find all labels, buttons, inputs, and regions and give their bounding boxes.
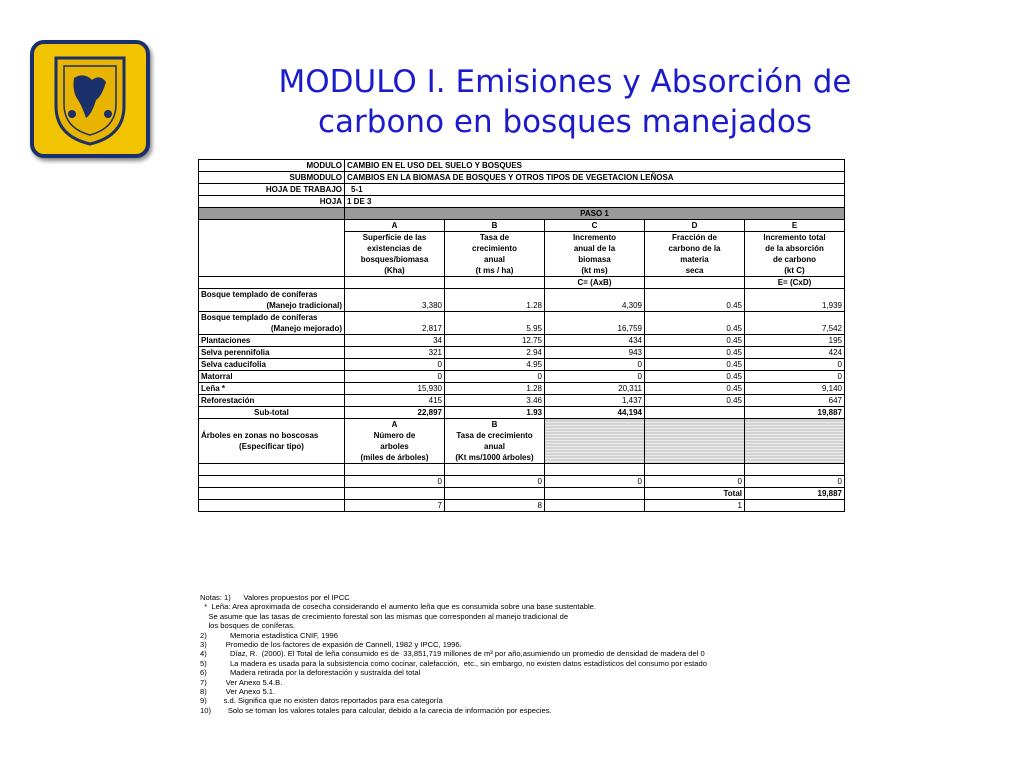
table-row [199, 300, 845, 312]
header-row-hoja-trabajo [199, 184, 845, 196]
row-label: Selva caducifolia [199, 359, 345, 371]
cell-a: 3,380 [345, 300, 445, 312]
hoja-value: 1 DE 3 [345, 196, 845, 208]
note-line: 8) Ver Anexo 5.1. [200, 687, 276, 697]
arboles-b-desc-2: anual [445, 441, 545, 452]
cell-d: 0.45 [645, 383, 745, 395]
cell-e: 0 [745, 359, 845, 371]
cell-d: 0.45 [645, 335, 745, 347]
subtotal-b: 1.93 [445, 407, 545, 419]
col-e-desc-1: Incremento total [745, 232, 845, 244]
header-row-hoja [199, 196, 845, 208]
col-c-desc-1: Incremento [545, 232, 645, 244]
col-b-desc-3: anual [445, 254, 545, 265]
col-a-desc-4: (Kha) [345, 265, 445, 277]
col-c-letter: C [545, 220, 645, 232]
cell-a: 321 [345, 347, 445, 359]
subtotal-c: 44,194 [545, 407, 645, 419]
cell-b: 2.94 [445, 347, 545, 359]
row-label: Reforestación [199, 395, 345, 407]
subtotal-label: Sub-total [199, 407, 345, 419]
note-line: 9) s.d. Significa que no existen datos reportados para esa categoría [200, 696, 443, 706]
cell-b: 0 [445, 371, 545, 383]
col-e-letter: E [745, 220, 845, 232]
note-line: 3) Promedio de los factores de expasión de Cannell, 1982 y IPCC, 1996. [200, 640, 462, 650]
title-line-2: carbono en bosques manejados [318, 104, 812, 140]
note-line: 5) La madera es usada para la subsistencia como cocinar, calefacción, etc., sin embargo, no existen datos estadísticos del consumo por estado [200, 658, 707, 668]
table-row [199, 347, 845, 359]
row-label: Plantaciones [199, 335, 345, 347]
col-d-desc-1: Fracción de [645, 232, 745, 244]
table-row [199, 289, 845, 301]
subtotal-a: 22,897 [345, 407, 445, 419]
subtotal-row [199, 407, 845, 419]
arboles-label: Árboles en zonas no boscosas [199, 430, 345, 441]
col-d-desc-2: carbono de la [645, 243, 745, 254]
blank-row [199, 464, 845, 476]
header-row-modulo [199, 160, 845, 172]
table-row [199, 371, 845, 383]
table-row [199, 359, 845, 371]
note-line: 7) Ver Anexo 5.4.B. [200, 677, 283, 687]
row-label: Matorral [199, 371, 345, 383]
header-row-submodulo [199, 172, 845, 184]
modulo-value: CAMBIO EN EL USO DEL SUELO Y BOSQUES [345, 160, 845, 172]
cell-b: 4.95 [445, 359, 545, 371]
arboles-col-b-letter: B [445, 419, 545, 431]
cell-b: 5.95 [445, 323, 545, 335]
col-d-desc-3: materia [645, 254, 745, 265]
col-c-desc-3: biomasa [545, 254, 645, 265]
cell-d: 0.45 [645, 300, 745, 312]
subtotal-e: 19,887 [745, 407, 845, 419]
cell-c: 0 [545, 371, 645, 383]
table-row [199, 323, 845, 335]
cell-a: 15,930 [345, 383, 445, 395]
worksheet-table [198, 159, 845, 512]
col-c-desc-2: anual de la [545, 243, 645, 254]
arboles-values-row [199, 476, 845, 488]
formula-row [199, 277, 845, 289]
cell-e: 9,140 [745, 383, 845, 395]
cell-e: 7,542 [745, 323, 845, 335]
notes-block [200, 593, 707, 715]
arboles-sublabel: (Especificar tipo) [199, 441, 345, 452]
row-sublabel: (Manejo tradicional) [199, 300, 345, 312]
cell-c: 0 [545, 359, 645, 371]
col-a-desc-3: bosques/biomasa [345, 254, 445, 265]
cell-a: 0 [345, 371, 445, 383]
arboles-value-d: 0 [645, 476, 745, 488]
arboles-b-desc-3: (Kt ms/1000 árboles) [445, 452, 545, 464]
paso-row [199, 208, 845, 220]
ref-a: 7 [345, 500, 445, 512]
col-e-desc-3: de carbono [745, 254, 845, 265]
arboles-value-a: 0 [345, 476, 445, 488]
row-label: Selva perennifolia [199, 347, 345, 359]
cell-e: 1,939 [745, 300, 845, 312]
arboles-b-desc-1: Tasa de crecimiento [445, 430, 545, 441]
table-row [199, 312, 845, 324]
note-line: los bosques de coníferas. [200, 621, 295, 631]
unam-logo [30, 40, 150, 158]
row-label: Bosque templado de coníferas [199, 312, 345, 324]
cell-b: 12.75 [445, 335, 545, 347]
hoja-trabajo-label: HOJA DE TRABAJO [199, 184, 345, 196]
arboles-letters-row [199, 419, 845, 431]
column-letters-row [199, 220, 845, 232]
submodulo-label: SUBMODULO [199, 172, 345, 184]
footnote-refs-row [199, 500, 845, 512]
table-row [199, 335, 845, 347]
modulo-label: MODULO [199, 160, 345, 172]
arboles-a-desc-2: arboles [345, 441, 445, 452]
arboles-a-desc-1: Número de [345, 430, 445, 441]
title-line-1: MODULO I. Emisiones y Absorción de [278, 64, 852, 100]
note-line: 2) Memoria estadística CNIF, 1996 [200, 630, 339, 640]
total-value: 19,887 [745, 488, 845, 500]
note-line: Se asume que las tasas de crecimiento forestal son las mismas que corresponden al manejo tradicional de [200, 611, 569, 621]
ref-d: 1 [645, 500, 745, 512]
cell-c: 434 [545, 335, 645, 347]
note-line: 4) Díaz, R. (2000). El Total de leña consumido es de 33,851,719 millones de m³ por año,asumiendo un promedio de densidad de madera del 0 [200, 649, 705, 659]
note-line: 10) Solo se toman los valores totales para calcular, debido a la carecia de información por especies. [200, 705, 552, 715]
table-row [199, 383, 845, 395]
row-sublabel: (Manejo mejorado) [199, 323, 345, 335]
cell-c: 20,311 [545, 383, 645, 395]
cell-e: 424 [745, 347, 845, 359]
arboles-col-a-letter: A [345, 419, 445, 431]
cell-d: 0.45 [645, 323, 745, 335]
note-line: Notas: 1) Valores propuestos por el IPCC [200, 593, 350, 602]
col-d-letter: D [645, 220, 745, 232]
total-row [199, 488, 845, 500]
arboles-value-c: 0 [545, 476, 645, 488]
cell-d: 0.45 [645, 347, 745, 359]
col-b-desc-1: Tasa de [445, 232, 545, 244]
cell-a: 2,817 [345, 323, 445, 335]
cell-d: 0.45 [645, 371, 745, 383]
hoja-label: HOJA [199, 196, 345, 208]
note-line: * Leña: Area aproximada de cosecha considerando el aumento leña que es consumida sobre una base sustentable. [200, 602, 596, 612]
ref-b: 8 [445, 500, 545, 512]
cell-b: 3.46 [445, 395, 545, 407]
cell-c: 1,437 [545, 395, 645, 407]
cell-e: 647 [745, 395, 845, 407]
col-b-letter: B [445, 220, 545, 232]
hoja-trabajo-value: 5-1 [345, 184, 845, 196]
row-label: Bosque templado de coníferas [199, 289, 345, 301]
cell-a: 34 [345, 335, 445, 347]
col-e-desc-4: (kt C) [745, 265, 845, 277]
cell-c: 4,309 [545, 300, 645, 312]
table-row [199, 395, 845, 407]
col-e-formula: E= (CxD) [745, 277, 845, 289]
col-a-desc-1: Superficie de las [345, 232, 445, 244]
total-label: Total [645, 488, 745, 500]
submodulo-value: CAMBIOS EN LA BIOMASA DE BOSQUES Y OTROS TIPOS DE VEGETACION LEÑOSA [345, 172, 845, 184]
arboles-a-desc-3: (miles de árboles) [345, 452, 445, 464]
cell-c: 943 [545, 347, 645, 359]
unam-shield-icon [34, 44, 146, 154]
paso-label: PASO 1 [345, 208, 845, 220]
cell-a: 0 [345, 359, 445, 371]
col-b-desc-2: crecimiento [445, 243, 545, 254]
note-line: 6) Madera retirada por la deforestación y sustraída del total [200, 668, 421, 678]
col-c-desc-4: (kt ms) [545, 265, 645, 277]
row-label: Leña * [199, 383, 345, 395]
cell-b: 1.28 [445, 300, 545, 312]
cell-e: 195 [745, 335, 845, 347]
cell-c: 16,759 [545, 323, 645, 335]
col-d-desc-4: seca [645, 265, 745, 277]
cell-e: 0 [745, 371, 845, 383]
arboles-value-e: 0 [745, 476, 845, 488]
cell-d: 0.45 [645, 395, 745, 407]
cell-a: 415 [345, 395, 445, 407]
col-b-desc-4: (t ms / ha) [445, 265, 545, 277]
cell-d: 0.45 [645, 359, 745, 371]
col-a-letter: A [345, 220, 445, 232]
slide-title [190, 62, 940, 142]
cell-b: 1.28 [445, 383, 545, 395]
col-a-desc-2: existencias de [345, 243, 445, 254]
col-e-desc-2: de la absorción [745, 243, 845, 254]
col-c-formula: C= (AxB) [545, 277, 645, 289]
arboles-value-b: 0 [445, 476, 545, 488]
